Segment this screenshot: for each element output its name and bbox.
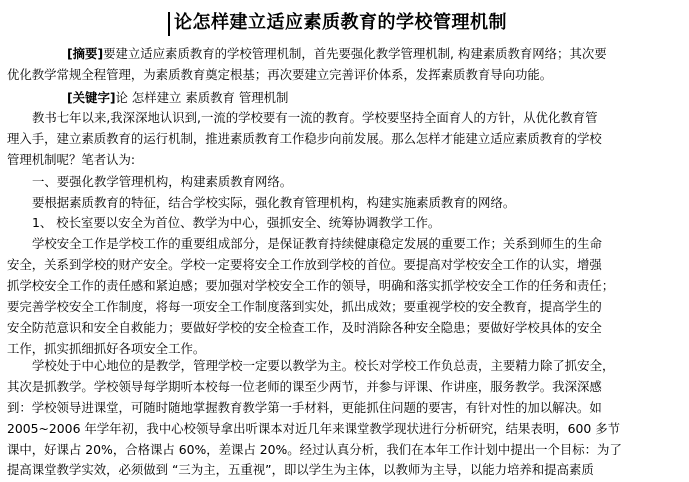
keywords-label: [关键字] — [67, 90, 116, 105]
document-title: 论怎样建立适应素质教育的学校管理机制 — [174, 12, 507, 33]
keywords-line — [67, 88, 288, 108]
teaching-line-2: 其次是抓教学。学校领导每学期听本校每一位老师的课至少两节，并参与评课、作讲座，服务教学。我深深感 — [7, 379, 602, 394]
keywords-text: 论 怎样建立 素质教育 管理机制 — [115, 90, 289, 105]
abstract-text-1: 要建立适应素质教育的学校管理机制，首先要强化教学管理机制, 构建素质教育网络；其次要 — [103, 46, 607, 61]
abstract-line-2: 优化教学常规全程管理，为素质教育奠定根基；再次要建立完善评价体系，发挥素质教育导向功能。 — [7, 67, 553, 82]
teaching-line-3: 到：学校领导进课堂，可随时随地掌握教育教学第一手材料，更能抓住问题的要害，有针对性的加以解决。如 — [7, 400, 602, 415]
section1-heading: 一、要强化教学管理机构，构建素质教育网络。 — [32, 174, 293, 189]
safety-line-4: 要完善学校安全工作制度，将每一项安全工作制度落到实处，抓出成效；要重视学校的安全教育，提高学生的 — [7, 299, 602, 314]
teaching-line-5: 课中，好课占 20%，合格课占 60%，差课占 20%。经过认真分析，我们在本年工作计划中提出一个目标：为了 — [7, 442, 622, 457]
intro-line-1: 教书七年以来,我深深地认识到,一流的学校要有一流的教育。学校要坚持全面育人的方针，从优化教育管 — [32, 110, 598, 125]
abstract-label: [摘要] — [67, 46, 104, 61]
teaching-line-4: 2005~2006 年学年初，我中心校领导拿出听课本对近几年来课堂教学现状进行分析研究，结果表明，600 多节 — [7, 421, 620, 436]
safety-line-5: 安全防范意识和安全自救能力；要做好学校的安全检查工作，及时消除各种安全隐患；要做好学校具体的安全 — [7, 320, 602, 335]
teaching-line-1: 学校处于中心地位的是教学，管理学校一定要以教学为主。校长对学校工作负总责，主要精力除了抓安全， — [32, 358, 615, 373]
safety-line-3: 抓学校安全工作的责任感和紧迫感；要加强对学校安全工作的领导，明确和落实抓学校安全工作的任务和责任； — [7, 278, 615, 293]
abstract-line-1 — [67, 44, 607, 64]
safety-line-1: 学校安全工作是学校工作的重要组成部分，是保证教育持续健康稳定发展的重要工作；关系到师生的生命 — [32, 236, 602, 251]
section1-text: 要根据素质教育的特征，结合学校实际，强化教育管理机构，构建实施素质教育的网络。 — [32, 195, 516, 210]
teaching-line-6: 提高课堂教学实效，必须做到 “三为主，五重视”，即以学生为主体，以教师为主导，以能力培养和提高素质 — [7, 462, 594, 477]
intro-line-2: 理入手，建立素质教育的运行机制，推进素质教育工作稳步向前发展。那么怎样才能建立适应素质教育的学校 — [7, 131, 602, 146]
subsection1-heading: 1、 校长室要以安全为首位、教学为中心，强抓安全、统筹协调教学工作。 — [32, 215, 441, 230]
text-cursor — [168, 12, 170, 36]
safety-line-2: 安全，关系到学校的财产安全。学校一定要将安全工作放到学校的首位。要提高对学校安全工作的认实，增强 — [7, 257, 602, 272]
safety-line-6: 工作，抓实抓细抓好各项安全工作。 — [7, 341, 206, 356]
intro-line-3: 管理机制呢？笔者认为: — [7, 152, 136, 167]
